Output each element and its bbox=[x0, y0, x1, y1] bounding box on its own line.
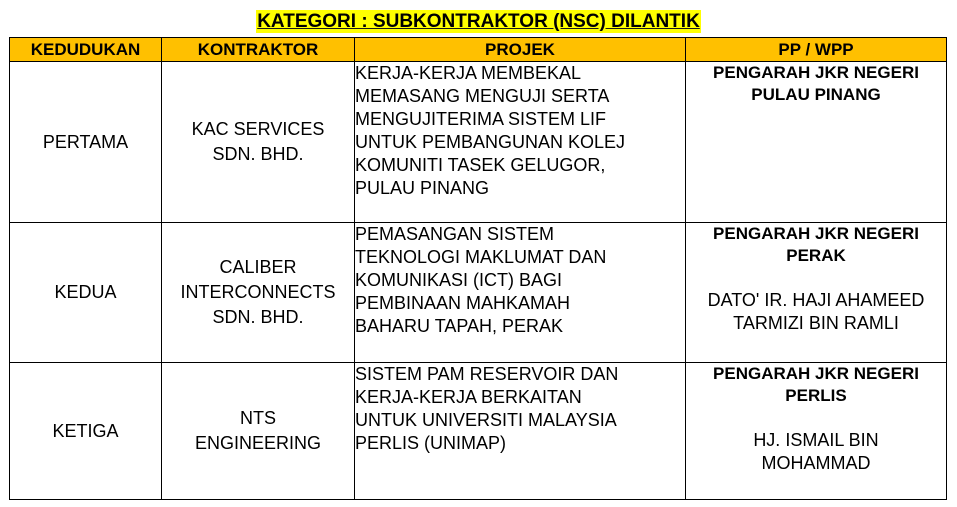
kontraktor-cell bbox=[162, 62, 355, 223]
projek-line: KOMUNITI TASEK GELUGOR, bbox=[355, 155, 606, 175]
pp-title-line: PENGARAH JKR NEGERI bbox=[713, 364, 919, 383]
projek-line: PERLIS (UNIMAP) bbox=[355, 433, 507, 453]
projek-line: PEMASANGAN SISTEM bbox=[355, 224, 555, 244]
pp-wpp-cell bbox=[686, 223, 947, 363]
projek-line: MEMASANG MENGUJI SERTA bbox=[355, 86, 610, 106]
wpp-name-line: HJ. ISMAIL BIN bbox=[753, 430, 879, 450]
kontraktor-line: NTS bbox=[240, 408, 276, 428]
table-row bbox=[10, 363, 947, 500]
projek-line: UNTUK PEMBANGUNAN KOLEJ bbox=[355, 132, 626, 152]
wpp-name-block bbox=[686, 289, 946, 335]
page-title: KATEGORI : SUBKONTRAKTOR (NSC) DILANTIK bbox=[257, 11, 700, 32]
kontraktor-line: SDN. BHD. bbox=[212, 144, 304, 164]
pp-title-line: PERLIS bbox=[785, 386, 847, 405]
pp-wpp-cell bbox=[686, 62, 947, 223]
kontraktor-line: CALIBER bbox=[219, 257, 297, 277]
wpp-name-block bbox=[686, 429, 946, 475]
wpp-name-line: MOHAMMAD bbox=[761, 453, 871, 473]
projek-line: TEKNOLOGI MAKLUMAT DAN bbox=[355, 247, 607, 267]
pp-title-line: PENGARAH JKR NEGERI bbox=[713, 224, 919, 243]
projek-line: MENGUJITERIMA SISTEM LIF bbox=[355, 109, 607, 129]
projek-line: UNTUK UNIVERSITI MALAYSIA bbox=[355, 410, 617, 430]
projek-line: PULAU PINANG bbox=[355, 178, 490, 198]
pp-title-line: PERAK bbox=[786, 246, 846, 265]
kontraktor-line: ENGINEERING bbox=[194, 433, 322, 453]
kontraktor-line: SDN. BHD. bbox=[212, 307, 304, 327]
subcontractor-table bbox=[9, 37, 947, 500]
projek-line: BAHARU TAPAH, PERAK bbox=[355, 316, 564, 336]
header-pp-wpp: PP / WPP bbox=[686, 38, 947, 62]
projek-line: SISTEM PAM RESERVOIR DAN bbox=[355, 364, 619, 384]
kedudukan-text: KETIGA bbox=[52, 420, 119, 441]
kedudukan-text: KEDUA bbox=[54, 282, 117, 302]
header-kedudukan: KEDUDUKAN bbox=[10, 38, 162, 62]
header-row bbox=[10, 38, 947, 62]
projek-line: KERJA-KERJA MEMBEKAL bbox=[355, 63, 582, 83]
table-row bbox=[10, 62, 947, 223]
header-projek: PROJEK bbox=[355, 38, 686, 62]
header-kontraktor: KONTRAKTOR bbox=[162, 38, 355, 62]
kontraktor-cell bbox=[162, 223, 355, 363]
kontraktor-cell bbox=[162, 363, 355, 500]
projek-cell bbox=[355, 62, 686, 223]
wpp-name-line: TARMIZI BIN RAMLI bbox=[733, 313, 899, 333]
kedudukan-cell bbox=[10, 62, 162, 223]
projek-line: KERJA-KERJA BERKAITAN bbox=[355, 387, 582, 407]
wpp-name-line: DATO' IR. HAJI AHAMEED bbox=[707, 290, 925, 310]
pp-title-line: PENGARAH JKR NEGERI bbox=[713, 63, 919, 82]
projek-cell bbox=[355, 363, 686, 500]
pp-wpp-cell bbox=[686, 363, 947, 500]
kontraktor-line: INTERCONNECTS bbox=[180, 282, 336, 302]
kedudukan-cell bbox=[10, 223, 162, 363]
projek-cell bbox=[355, 223, 686, 363]
table-row bbox=[10, 223, 947, 363]
kedudukan-cell bbox=[10, 363, 162, 500]
kontraktor-line: KAC SERVICES bbox=[191, 119, 325, 139]
kedudukan-text: PERTAMA bbox=[42, 131, 129, 152]
pp-title-line: PULAU PINANG bbox=[751, 85, 881, 104]
projek-line: PEMBINAAN MAHKAMAH bbox=[355, 293, 571, 313]
title-container bbox=[0, 10, 957, 33]
projek-line: KOMUNIKASI (ICT) BAGI bbox=[355, 270, 563, 290]
